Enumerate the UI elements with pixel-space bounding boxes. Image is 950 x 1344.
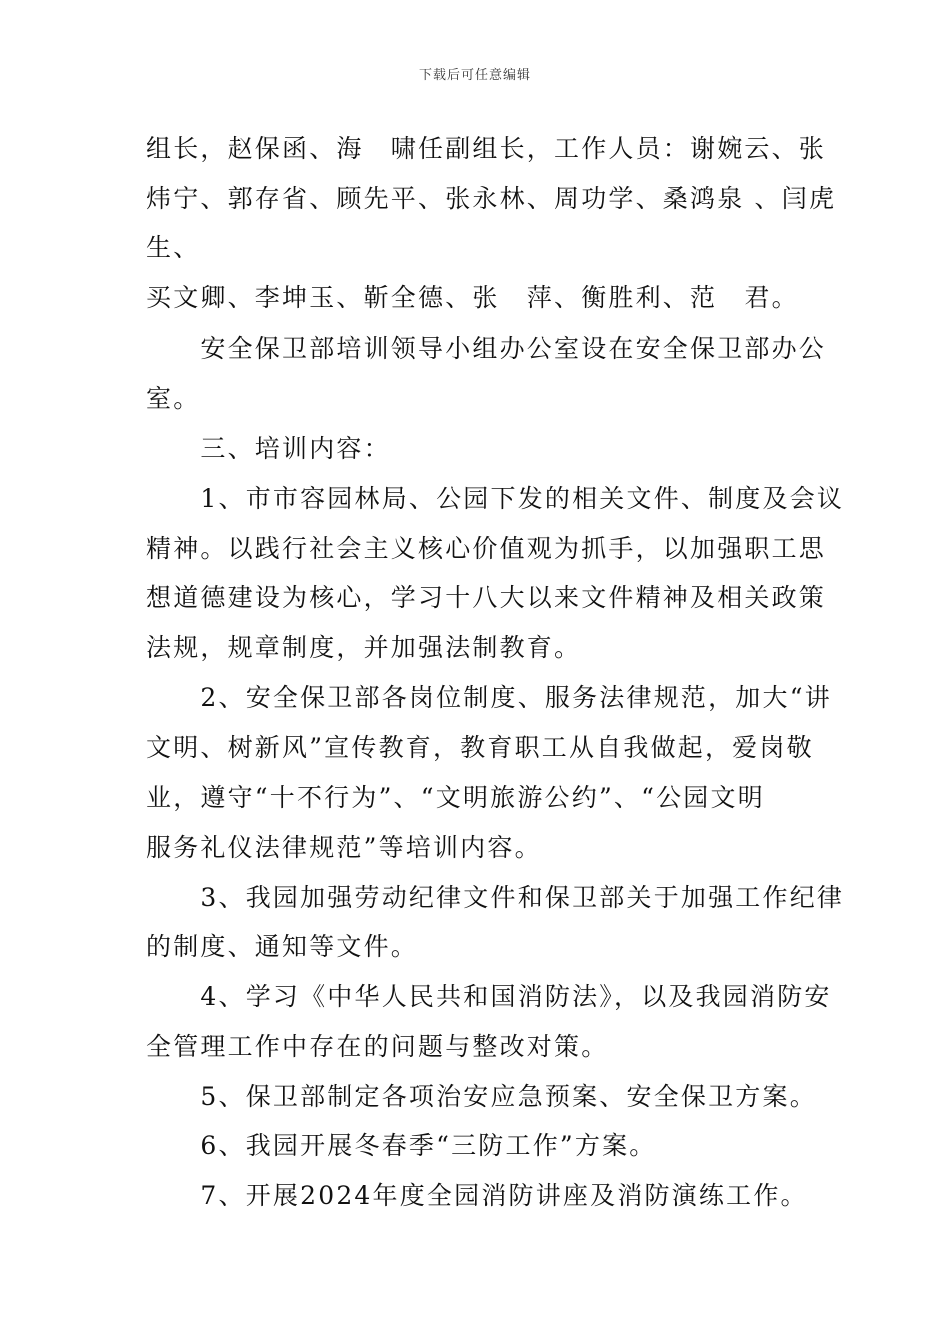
text-line: 全管理工作中存在的问题与整改对策。: [146, 1032, 609, 1061]
text-line: 法规，规章制度，并加强法制教育。: [146, 633, 582, 662]
text-line: 生、: [146, 233, 201, 262]
text-line: 想道德建设为核心，学习十八大以来文件精神及相关政策: [146, 583, 827, 612]
text-line: 安全保卫部培训领导小组办公室设在安全保卫部办公: [146, 334, 827, 363]
text-line: 买文卿、李坤玉、靳全德、张 萍、衡胜利、范 君。: [146, 283, 799, 312]
text-line: 4、学习《中华人民共和国消防法》，以及我园消防安: [146, 982, 832, 1011]
section-heading: 三、培训内容：: [146, 434, 391, 463]
text-line: 炜宁、郭存省、顾先平、张永林、周功学、桑鸿泉 、闫虎: [146, 184, 837, 213]
text-line: 服务礼仪法律规范”等培训内容。: [146, 833, 542, 862]
text-line: 6、我园开展冬春季“三防工作”方案。: [146, 1131, 657, 1160]
page-header: 下载后可任意编辑: [418, 68, 531, 83]
text-line: 2、安全保卫部各岗位制度、服务法律规范，加大“讲: [146, 683, 832, 712]
text-line: 精神。以践行社会主义核心价值观为抓手，以加强职工思: [146, 534, 827, 563]
text-line: 7、开展2024年度全园消防讲座及消防演练工作。: [146, 1181, 808, 1210]
text-line: 的制度、通知等文件。: [146, 932, 419, 961]
text-line: 室。: [146, 384, 201, 413]
text-line: 组长，赵保函、海 啸任副组长，工作人员：谢婉云、张: [146, 134, 827, 163]
text-line: 1、市市容园林局、公园下发的相关文件、制度及会议: [146, 484, 845, 513]
text-line: 5、保卫部制定各项治安应急预案、安全保卫方案。: [146, 1082, 817, 1111]
text-line: 文明、树新风”宣传教育，教育职工从自我做起，爱岗敬: [146, 733, 814, 762]
text-line: 3、我园加强劳动纪律文件和保卫部关于加强工作纪律: [146, 883, 845, 912]
text-line: 业，遵守“十不行为”、“文明旅游公约”、“公园文明: [146, 783, 765, 812]
